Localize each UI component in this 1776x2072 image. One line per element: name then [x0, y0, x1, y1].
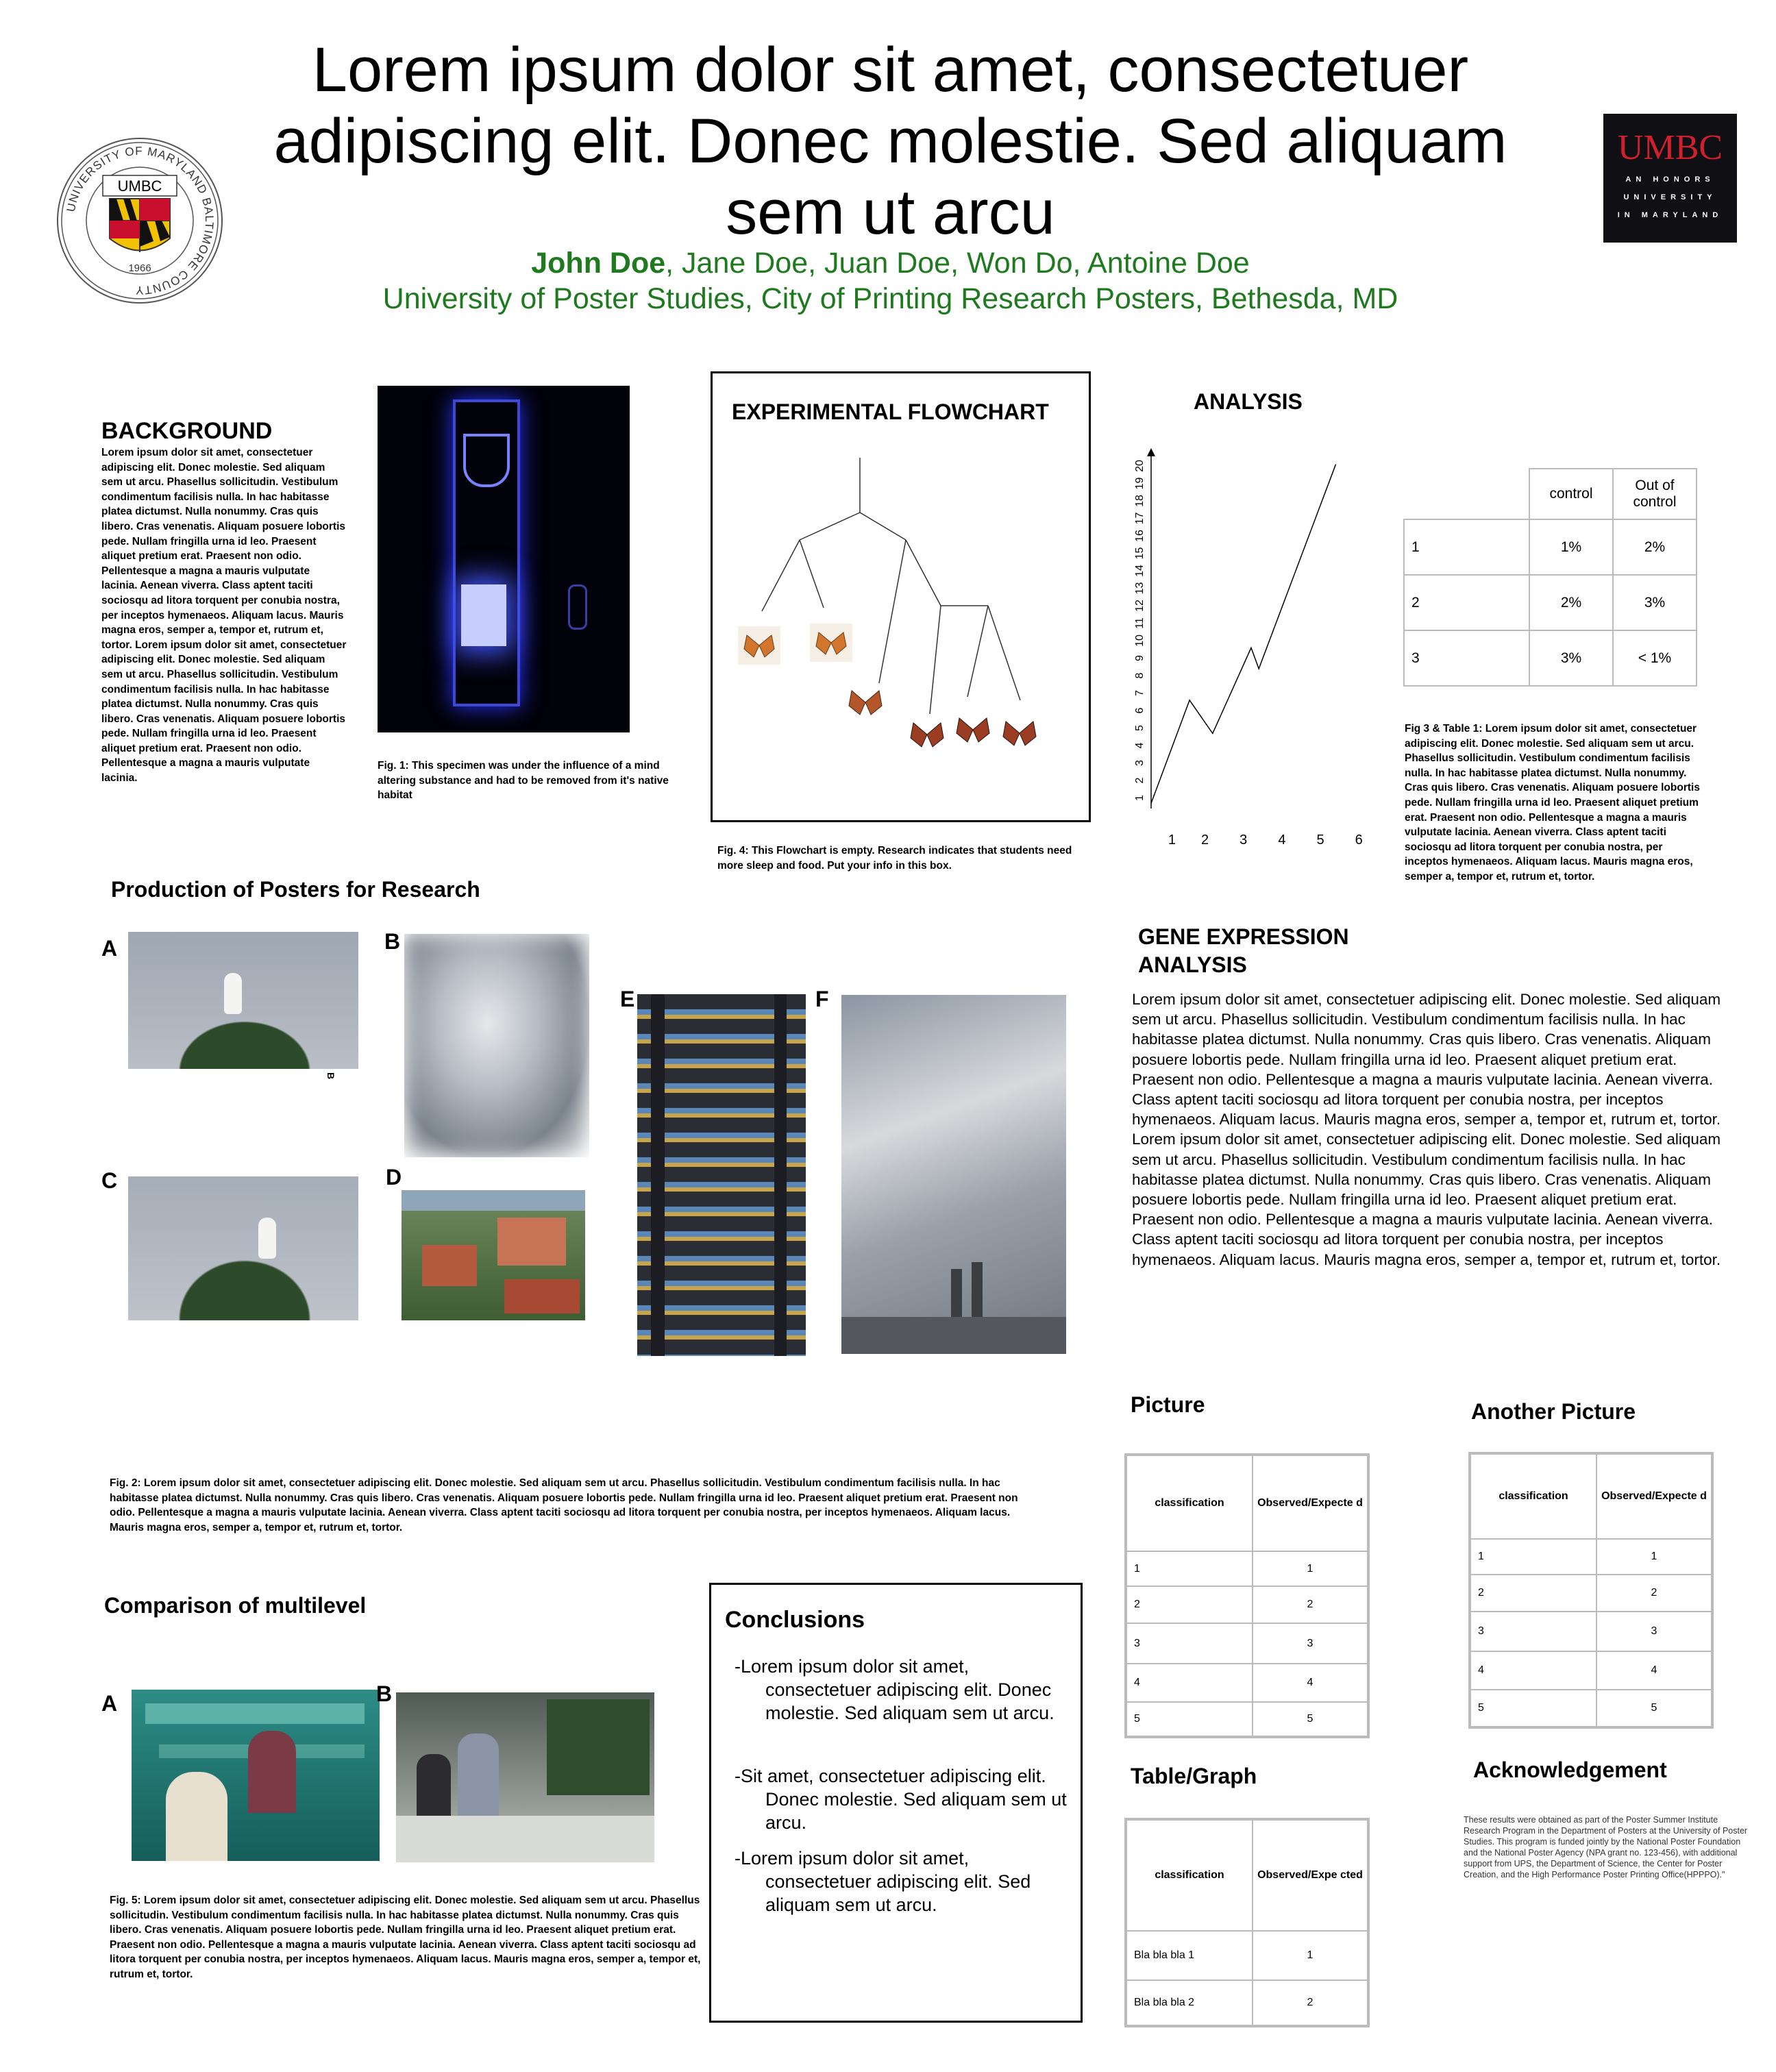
y-tick-label: 6 — [1134, 707, 1146, 714]
svg-text:1966: 1966 — [128, 262, 151, 274]
conclusions-box — [709, 1583, 1083, 2023]
table-cell: 1 — [1470, 1539, 1596, 1575]
table-graph-heading: Table/Graph — [1131, 1764, 1257, 1788]
side-mark: B — [325, 1072, 337, 1080]
y-tick-label: 2 — [1134, 777, 1146, 784]
another-picture-table — [1468, 1452, 1714, 1729]
background-heading: BACKGROUND — [101, 418, 273, 444]
x-tick-label: 2 — [1201, 832, 1209, 848]
y-tick-label: 17 — [1134, 512, 1146, 525]
analysis-cell: 3 — [1404, 630, 1529, 686]
table-row — [1126, 1702, 1368, 1737]
table-row — [1470, 1539, 1712, 1575]
fig1-caption-text: This specimen was under the influence of a mind altering substance and had to be removed from it's native habitat — [378, 760, 669, 802]
another-th-0: classification — [1470, 1453, 1596, 1539]
analysis-cell: 2% — [1613, 519, 1697, 575]
svg-text:UMBC: UMBC — [117, 177, 162, 195]
y-axis-arrow — [1147, 448, 1155, 456]
conclusions-item: -Lorem ipsum dolor sit amet, consectetuer adipiscing elit. Sed aliquam sem ut arcu. — [735, 1848, 1031, 1915]
gene-body: Lorem ipsum dolor sit amet, consectetuer adipiscing elit. Donec molestie. Sed aliquam sem ut arcu. Phasellus sollicitudin. Vestibulum condimentum facilisis nulla. In hac habitasse platea dictumst. Nulla nonummy. Cras quis libero. Cras venenatis. Aliquam posuere lobortis pede. Nullam fringilla urna id leo. Praesent aliquet pretium erat. Praesent non odio. Pellentesque a magna a mauris vulputate lacinia. Aenean viverra. Class aptent taciti sociosqu ad litora torquent per conubia nostra, per inceptos hymenaeos. Aliquam lacus. Mauris magna eros, semper a, tempor et, rutrum et, tortor. Lorem ipsum dolor sit amet, consectetuer adipiscing elit. Donec molestie. Sed aliquam sem ut arcu. Phasellus sollicitudin. Vestibulum condimentum facilisis nulla. In hac habitasse platea dictumst. Nulla nonummy. Cras quis libero. Cras venenatis. Aliquam posuere lobortis pede. Nullam fringilla urna id leo. Praesent aliquet pretium erat. Praesent non odio. Pellentesque a magna a mauris vulputate lacinia. Aenean viverra. Class aptent taciti sociosqu ad litora torquent per conubia nostra, per inceptos hymenaeos. Aliquam lacus. Mauris magna eros, semper a, tempor et, rutrum et, tortor. — [1132, 991, 1721, 1268]
y-tick-label: 11 — [1134, 617, 1146, 629]
fig4-label: Fig. 4: — [717, 845, 749, 856]
panel-label-b-2: B — [376, 1681, 393, 1706]
fig5-caption — [110, 1893, 713, 1982]
svg-text:UNIVERSITY OF MARYLAND BALTIMO: UNIVERSITY OF MARYLAND BALTIMORE COUNTY — [64, 144, 217, 297]
series-line — [1151, 465, 1336, 804]
table-cell: Bla bla bla 1 — [1126, 1931, 1253, 1980]
x-tick-label: 3 — [1240, 832, 1248, 848]
acknowledgement-body: These results were obtained as part of the Poster Summer Institute Research Program in the Department of Posters at the University of Poster Studies. This program is funded jointly by the National Poster Foundation and the National Poster Agency (NPA grant no. 123-456), with additional support from UPS, the Department of Science, the Center for Poster Creation, and the High Performance Poster Printing Office(HPPPO)." — [1464, 1815, 1748, 1879]
table-cell: 2 — [1253, 1980, 1368, 2026]
analysis-table-header — [1404, 469, 1697, 519]
analysis-heading: ANALYSIS — [1194, 389, 1303, 414]
table-cell: 4 — [1253, 1664, 1368, 1702]
table-cell: 3 — [1253, 1623, 1368, 1664]
fig5-label: Fig. 5: — [110, 1895, 141, 1906]
y-tick-label: 9 — [1134, 655, 1146, 661]
table-cell: 3 — [1596, 1612, 1712, 1651]
comparison-heading: Comparison of multilevel — [104, 1593, 367, 1618]
y-tick-label: 8 — [1134, 672, 1146, 679]
panel-label-c: C — [101, 1168, 118, 1193]
co-authors: , Jane Doe, Juan Doe, Won Do, Antoine Doe — [665, 247, 1250, 280]
gene-heading-line1: GENE EXPRESSION — [1138, 924, 1349, 949]
table-cell: 1 — [1253, 1551, 1368, 1586]
table-cell: 2 — [1253, 1586, 1368, 1623]
umbc-logo-line2: UNIVERSITY — [1623, 193, 1717, 201]
table-cell: 2 — [1126, 1586, 1253, 1623]
table-cell: 1 — [1126, 1551, 1253, 1586]
analysis-cell: 1 — [1404, 519, 1529, 575]
table-cell: 4 — [1470, 1651, 1596, 1690]
table-cell: 5 — [1126, 1702, 1253, 1737]
egret-photo-a — [128, 932, 358, 1069]
analysis-cell: 2 — [1404, 575, 1529, 630]
conclusions-item: -Sit amet, consectetuer adipiscing elit. Donec molestie. Sed aliquam sem ut arcu. — [735, 1766, 1067, 1833]
table-graph-th-0: classification — [1126, 1819, 1253, 1931]
fig1-specimen-photo — [378, 386, 630, 732]
analysis-cell: 3% — [1529, 630, 1613, 686]
fig5-caption-text: Lorem ipsum dolor sit amet, consectetuer adipiscing elit. Donec molestie. Sed aliquam sem ut arcu. Phasellus sollicitudin. Vestibulum condimentum facilisis nulla. In hac habitasse platea dictumst. Nulla nonummy. Cras quis libero. Cras venenatis. Aliquam posuere lobortis pede. Nullam fringilla urna id leo. Praesent aliquet pretium erat. Praesent non odio. Pellentesque a magna a mauris vulputate lacinia. Aenean viverra. Class aptent taciti sociosqu ad litora torquent per conubia nostra, per inceptos hymenaeos. Aliquam lacus. Mauris magna eros, semper a, tempor et, rutrum et, tortor. — [110, 1895, 701, 1980]
umbc-logo-line1: AN HONORS — [1625, 175, 1715, 184]
panel-label-e: E — [620, 987, 635, 1011]
y-tick-label: 20 — [1134, 460, 1146, 472]
panel-label-a-2: A — [101, 1691, 118, 1716]
analysis-table — [1403, 468, 1697, 687]
umbc-seal — [55, 136, 225, 306]
analysis-cell: 2% — [1529, 575, 1613, 630]
analysis-table-row — [1404, 519, 1697, 575]
umbc-logo-name: UMBC — [1617, 128, 1723, 167]
fig4-caption-text: This Flowchart is empty. Research indicates that students need more sleep and food. Put your info in this box. — [717, 845, 1072, 872]
panel-label-f: F — [815, 987, 829, 1011]
table-cell: 1 — [1596, 1539, 1712, 1575]
fig2-caption-text: Lorem ipsum dolor sit amet, consectetuer adipiscing elit. Donec molestie. Sed aliquam sem ut arcu. Phasellus sollicitudin. Vestibulum condimentum facilisis nulla. In hac habitasse platea dictumst. Nulla nonummy. Cras quis libero. Cras venenatis. Aliquam posuere lobortis pede. Nullam fringilla urna id leo. Praesent aliquet pretium erat. Praesent non odio. Pellentesque a magna a mauris vulputate lacinia. Aenean viverra. Class aptent taciti sociosqu ad litora torquent per conubia nostra, per inceptos hymenaeos. Aliquam lacus. Mauris magna eros, semper a, tempor et, rutrum et, tortor. — [110, 1477, 1018, 1533]
picture-th-0: classification — [1126, 1455, 1253, 1551]
campus-photo-d — [402, 1190, 585, 1320]
production-heading: Production of Posters for Research — [111, 877, 480, 902]
table-cell: 1 — [1253, 1931, 1368, 1980]
y-tick-label: 5 — [1134, 725, 1146, 731]
analysis-table-wrap — [1403, 468, 1697, 687]
x-tick-label: 5 — [1316, 832, 1324, 848]
analysis-line-chart — [1124, 445, 1384, 850]
clouds-photo-b — [404, 934, 589, 1157]
conclusions-item: -Lorem ipsum dolor sit amet, consectetuer adipiscing elit. Donec molestie. Sed aliquam sem ut arcu. — [735, 1656, 1054, 1723]
lab-photo-a — [132, 1690, 380, 1861]
conclusions-heading: Conclusions — [725, 1607, 865, 1633]
background-body: Lorem ipsum dolor sit amet, consectetuer adipiscing elit. Donec molestie. Sed aliquam sem ut arcu. Phasellus sollicitudin. Vestibulum condimentum facilisis nulla. In hac habitasse platea dictumst. Nulla nonummy. Cras quis libero. Cras venenatis. Aliquam posuere lobortis pede. Nullam fringilla urna id leo. Praesent aliquet pretium erat. Praesent non odio. Pellentesque a magna a mauris vulputate lacinia. Aenean viverra. Class aptent taciti sociosqu ad litora torquent per conubia nostra, per inceptos hymenaeos. Aliquam lacus. Mauris magna eros, semper a, tempor et, rutrum et, tortor. Lorem ipsum dolor sit amet, consectetuer adipiscing elit. Donec molestie. Sed aliquam sem ut arcu. Phasellus sollicitudin. Vestibulum condimentum facilisis nulla. In hac habitasse platea dictumst. Nulla nonummy. Cras quis libero. Cras venenatis. Aliquam posuere lobortis pede. Nullam fringilla urna id leo. Praesent aliquet pretium erat. Praesent non odio. Pellentesque a magna a mauris vulputate lacinia. — [101, 447, 347, 785]
y-tick-label: 19 — [1134, 477, 1146, 490]
fig3-caption-text: Lorem ipsum dolor sit amet, consectetuer adipiscing elit. Donec molestie. Sed aliquam sem ut arcu. Phasellus sollicitudin. Vestibulum condimentum facilisis nulla. In hac habitasse platea dictumst. Nulla nonummy. Cras quis libero. Cras venenatis. Aliquam posuere lobortis pede. Nullam fringilla urna id leo. Praesent aliquet pretium erat. Praesent non odio. Pellentesque a magna a mauris vulputate lacinia. Aenean viverra. Class aptent taciti sociosqu ad litora torquent per conubia nostra, per inceptos hymenaeos. Aliquam lacus. Mauris magna eros, semper a, tempor et, rutrum et, tortor. — [1405, 723, 1700, 883]
lead-author: John Doe — [531, 247, 666, 280]
picture-heading: Picture — [1131, 1392, 1205, 1417]
affiliation: University of Poster Studies, City of Printing Research Posters, Bethesda, MD — [382, 282, 1398, 315]
y-tick-label: 16 — [1134, 530, 1146, 542]
y-tick-label: 12 — [1134, 600, 1146, 612]
fig2-caption — [110, 1476, 1035, 1535]
umbc-logo-line3: IN MARYLAND — [1617, 211, 1723, 219]
author-list — [206, 245, 1575, 317]
table-row — [1470, 1612, 1712, 1651]
table-row — [1126, 1664, 1368, 1702]
lab-photo-b — [396, 1692, 654, 1862]
x-tick-label: 1 — [1168, 832, 1176, 848]
table-graph-header — [1126, 1819, 1368, 1931]
analysis-table-row — [1404, 575, 1697, 630]
table-cell: Bla bla bla 2 — [1126, 1980, 1253, 2026]
y-tick-label: 7 — [1134, 690, 1146, 696]
fig1-caption — [378, 758, 672, 803]
gene-heading — [1138, 923, 1349, 979]
fig3-caption — [1405, 722, 1706, 885]
table-row — [1126, 1586, 1368, 1623]
table-cell: 3 — [1126, 1623, 1253, 1664]
y-tick-label: 18 — [1134, 495, 1146, 507]
y-tick-label: 15 — [1134, 547, 1146, 560]
table-cell: 3 — [1470, 1612, 1596, 1651]
analysis-cell: 1% — [1529, 519, 1613, 575]
table-row — [1470, 1575, 1712, 1612]
panel-label-b: B — [384, 929, 401, 954]
table-row — [1126, 1551, 1368, 1586]
y-tick-label: 10 — [1134, 634, 1146, 647]
fig2-label: Fig. 2: — [110, 1477, 141, 1489]
server-rack-photo-e — [637, 994, 806, 1356]
table-cell: 5 — [1253, 1702, 1368, 1737]
analysis-cell: < 1% — [1613, 630, 1697, 686]
table-row — [1470, 1651, 1712, 1690]
x-tick-label: 6 — [1355, 832, 1363, 848]
poster-title: Lorem ipsum dolor sit amet, consectetuer adipiscing elit. Donec molestie. Sed aliquam sem ut arcu — [273, 35, 1507, 247]
gene-heading-line2: ANALYSIS — [1138, 952, 1247, 977]
table-row — [1470, 1690, 1712, 1727]
flowchart-heading: EXPERIMENTAL FLOWCHART — [732, 399, 1049, 424]
table-cell: 5 — [1470, 1690, 1596, 1727]
analysis-th-0 — [1404, 469, 1529, 519]
y-tick-label: 1 — [1134, 795, 1146, 801]
analysis-table-row — [1404, 630, 1697, 686]
table-cell: 4 — [1126, 1664, 1253, 1702]
y-tick-label: 14 — [1134, 565, 1146, 577]
panel-label-a: A — [101, 936, 118, 961]
fig3-label: Fig 3 & Table 1: — [1405, 723, 1483, 735]
fig1-label: Fig. 1: — [378, 760, 409, 772]
another-th-1: Observed/Expecte d — [1596, 1453, 1712, 1539]
analysis-cell: 3% — [1613, 575, 1697, 630]
analysis-th-2: Out of control — [1613, 469, 1697, 519]
table-cell: 2 — [1470, 1575, 1596, 1612]
umbc-logo — [1603, 114, 1737, 243]
panel-label-d: D — [386, 1165, 402, 1189]
butterfly-group — [738, 624, 1041, 754]
x-tick-label: 4 — [1278, 832, 1286, 848]
y-tick-label: 3 — [1134, 760, 1146, 766]
another-picture-table-header — [1470, 1453, 1712, 1539]
table-graph-table — [1124, 1818, 1370, 2027]
picture-table — [1124, 1453, 1370, 1738]
analysis-th-1: control — [1529, 469, 1613, 519]
table-row — [1126, 1980, 1368, 2026]
egret-photo-c — [128, 1176, 358, 1320]
flowchart-tree — [711, 371, 1091, 822]
table-cell: 5 — [1596, 1690, 1712, 1727]
table-cell: 4 — [1596, 1651, 1712, 1690]
picture-th-1: Observed/Expecte d — [1253, 1455, 1368, 1551]
fig4-caption — [717, 843, 1074, 873]
table-cell: 2 — [1596, 1575, 1712, 1612]
y-tick-label: 13 — [1134, 582, 1146, 595]
another-picture-heading: Another Picture — [1471, 1399, 1636, 1424]
table-row — [1126, 1931, 1368, 1980]
clouds-photo-f — [841, 995, 1066, 1354]
table-graph-th-1: Observed/Expe cted — [1253, 1819, 1368, 1931]
acknowledgement-heading: Acknowledgement — [1473, 1758, 1667, 1782]
table-row — [1126, 1623, 1368, 1664]
picture-table-header — [1126, 1455, 1368, 1551]
y-tick-label: 4 — [1134, 742, 1146, 749]
